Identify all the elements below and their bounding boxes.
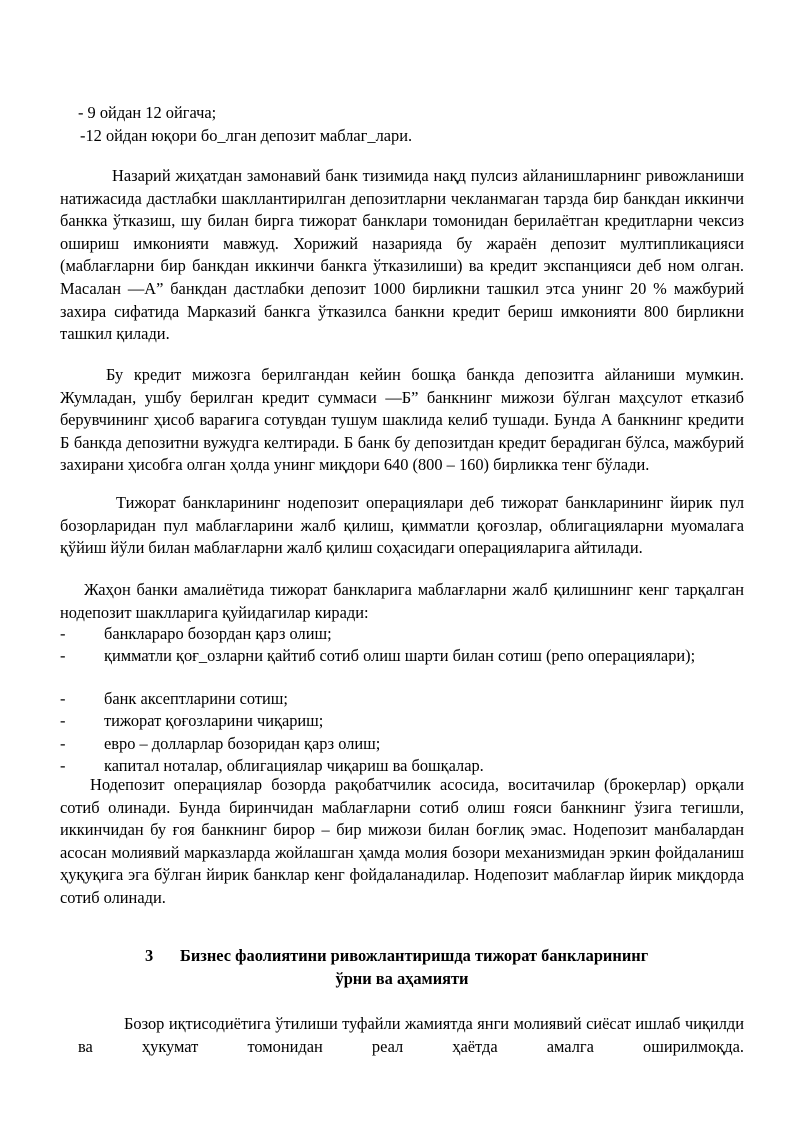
list-item-text: банклараро бозордан қарз олиш;	[104, 624, 332, 643]
list-bullet: -	[60, 646, 66, 665]
paragraph: Бозор иқтисодиётига ўтилиши туфайли жамиятда янги молиявий сиёсат ишлаб чиқилди ва ҳукумат томонидан реал ҳаётда амалга оширилмоқда.	[78, 1014, 744, 1056]
paragraph: Нодепозит операциялар бозорда рақобатчилик асосида, воситачилар (брокерлар) орқали сотиб олинади. Бунда биринчидан маблағларни сотиб олиш ғояси банкнинг ўзига тегишли, иккинчидан бу ғоя банкнинг бирор – бир мижози билан боғлиқ эмас. Нодепозит манбалардан асосан молиявий марказларда жойлашган ҳамда молия бозори механизмидан эркин фойдаланиш ҳуқуқига эга бўлган йирик банклар кенг фойдаланадилар. Нодепозит маблағлар йирик миқдорда сотиб олинади.	[60, 775, 744, 907]
paragraph: Тижорат банкларининг нодепозит операциялари деб тижорат банкларининг йирик пул бозорларидан пул маблағларини жалб қилиш, қимматли қоғозлар, облигацияларни муомалага қўйиш йўли билан маблағларни жалб қилиш соҳасидаги операцияларига айтилади.	[60, 493, 744, 558]
paragraph: Назарий жиҳатдан замонавий банк тизимида нақд пулсиз айланишларнинг ривожланиши натижасида дастлабки шакллантирилган депозитларни чекланмаган тарзда бир банкдан иккинчи банкка ўтказиш, шу билан бирга тижорат банклари томонидан берилаётган кредитларни чексиз ошириш имконияти мавжуд. Хорижий назарияда бу жараён депозит мултипликацияси (маблағларни бир банкдан иккинчи банкга ўтказилиши) ва кредит экспанцияси деб ном олган. Масалан ―А” банкдан дастлабки депозит 1000 бирликни ташкил этса унинг 20 % мажбурий захира сифатида Марказий банкга ўтказилса банкни кредит бериш имконияти 800 бирликни ташкил қилади.	[60, 166, 744, 344]
paragraph: Жаҳон банки амалиётида тижорат банкларига маблағларни жалб қилишнинг кенг тарқалган нодепозит шаклларига қуйидагилар киради:	[60, 580, 744, 622]
list-bullet: -	[60, 689, 66, 708]
list-item: -12 ойдан юқори бо_лган депозит маблаг_лари.	[80, 126, 413, 145]
section-heading	[60, 945, 744, 991]
list-item	[60, 688, 744, 711]
list-bullet: -	[60, 711, 66, 730]
list-item-text: тижорат қоғозларини чиқариш;	[104, 711, 324, 730]
list-item-text: капитал ноталар, облигациялар чиқариш ва бошқалар.	[104, 756, 484, 775]
section-title-line: Бизнес фаолиятини ривожлантиришда тижорат банкларининг	[180, 946, 649, 965]
list-item	[60, 623, 744, 646]
list-bullet: -	[60, 756, 66, 775]
list-item-text: қимматли қоғ_озларни қайтиб сотиб олиш шарти билан сотиш (репо операциялари);	[104, 646, 696, 665]
list-item-text: банк аксептларини сотиш;	[104, 689, 288, 708]
list-item-text: евро – долларлар бозоридан қарз олиш;	[104, 734, 381, 753]
section-title-line: ўрни ва аҳамияти	[335, 969, 469, 988]
section-number: 3	[145, 946, 154, 965]
list-item	[60, 733, 744, 756]
paragraph: Бу кредит мижозга берилгандан кейин бошқа банкда депозитга айланиши мумкин. Жумладан, ушбу берилган кредит суммаси ―Б” банкнинг мижози бўлган маҳсулот етказиб берувчининг ҳисоб варағига сотувдан тушум шаклида келиб тушади. Бунда А банкнинг кредити Б банкда депозитни вужудга келтиради. Б банк бу депозитдан кредит берадиган бўлса, мажбурий захирани ҳисобга олган ҳолда унинг миқдори 640 (800 – 160) бирликка тенг бўлади.	[60, 365, 744, 475]
list-item	[60, 645, 744, 668]
list-item: - 9 ойдан 12 ойгача;	[78, 103, 217, 122]
list-bullet: -	[60, 734, 66, 753]
list-bullet: -	[60, 624, 66, 643]
list-item	[60, 710, 744, 733]
